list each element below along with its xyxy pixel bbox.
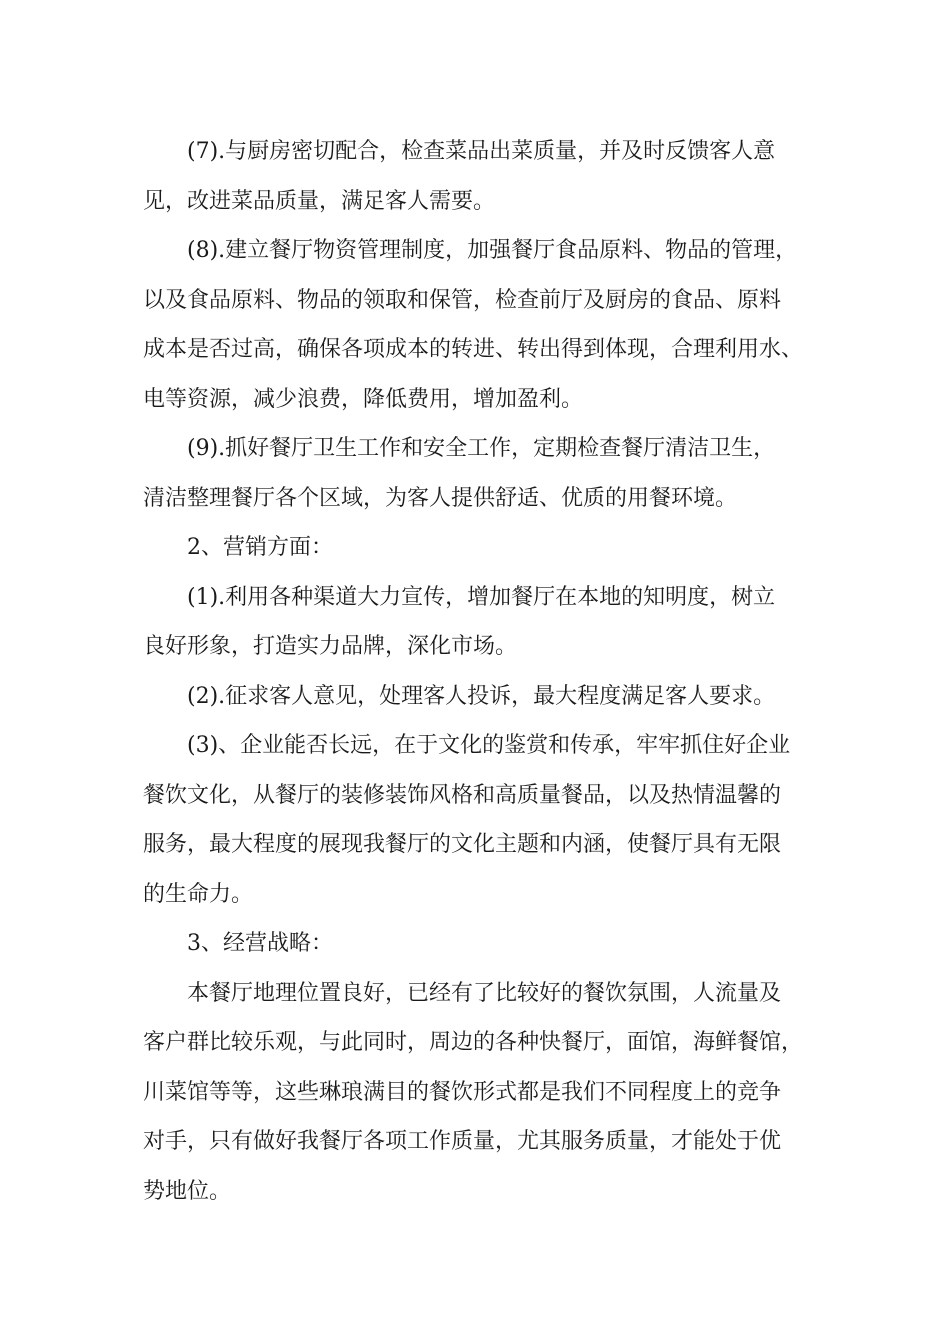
text-line: 成本是否过高，确保各项成本的转进、转出得到体现，合理利用水、 xyxy=(143,337,804,362)
paragraph-8 xyxy=(143,226,833,424)
text-line: (9).抓好餐厅卫生工作和安全工作，定期检查餐厅清洁卫生， xyxy=(187,436,776,461)
paragraph-marketing-2 xyxy=(143,672,833,722)
paragraph-9 xyxy=(143,424,833,523)
text-line: 以及食品原料、物品的领取和保管，检查前厅及厨房的食品、原料 xyxy=(143,287,782,313)
paragraph-7 xyxy=(143,127,833,226)
text-line: 服务，最大程度的展现我餐厅的文化主题和内涵，使餐厅具有无限 xyxy=(143,832,782,857)
text-line: 见，改进菜品质量，满足客人需要。 xyxy=(143,188,496,214)
section-heading: 3、经营战略： xyxy=(187,931,333,956)
text-line: 对手，只有做好我餐厅各项工作质量，尤其服务质量，才能处于优 xyxy=(143,1129,782,1154)
paragraph-marketing-3 xyxy=(143,721,833,919)
text-line: 客户群比较乐观，与此同时，周边的各种快餐厅，面馆，海鲜餐馆， xyxy=(143,1030,804,1055)
text-line: 餐饮文化，从餐厅的装修装饰风格和高质量餐品，以及热情温馨的 xyxy=(143,782,782,808)
text-line: 的生命力。 xyxy=(143,881,254,907)
text-line: (1).利用各种渠道大力宣传，增加餐厅在本地的知明度，树立 xyxy=(187,584,776,610)
paragraph-strategy xyxy=(143,969,833,1217)
text-line: (8).建立餐厅物资管理制度，加强餐厅食品原料、物品的管理， xyxy=(187,238,798,263)
text-line: (3)、企业能否长远，在于文化的鉴赏和传承，牢牢抓住好企业 xyxy=(187,733,791,758)
text-line: (2).征求客人意见，处理客人投诉，最大程度满足客人要求。 xyxy=(187,683,776,709)
text-line: 电等资源，减少浪费，降低费用，增加盈利。 xyxy=(143,386,584,412)
text-line: 良好形象，打造实力品牌，深化市场。 xyxy=(143,634,518,659)
text-line: (7).与厨房密切配合，检查菜品出菜质量，并及时反馈客人意 xyxy=(187,139,776,164)
text-line: 势地位。 xyxy=(143,1178,232,1204)
text-line: 川菜馆等等，这些琳琅满目的餐饮形式都是我们不同程度上的竞争 xyxy=(143,1079,782,1105)
section-heading-strategy xyxy=(143,919,833,969)
text-line: 清洁整理餐厅各个区域，为客人提供舒适、优质的用餐环境。 xyxy=(143,485,738,511)
section-heading-marketing xyxy=(143,523,833,573)
text-line: 本餐厅地理位置良好，已经有了比较好的餐饮氛围，人流量及 xyxy=(187,980,782,1006)
section-heading: 2、营销方面： xyxy=(187,535,333,560)
document-body xyxy=(143,127,833,1216)
paragraph-marketing-1 xyxy=(143,573,833,672)
